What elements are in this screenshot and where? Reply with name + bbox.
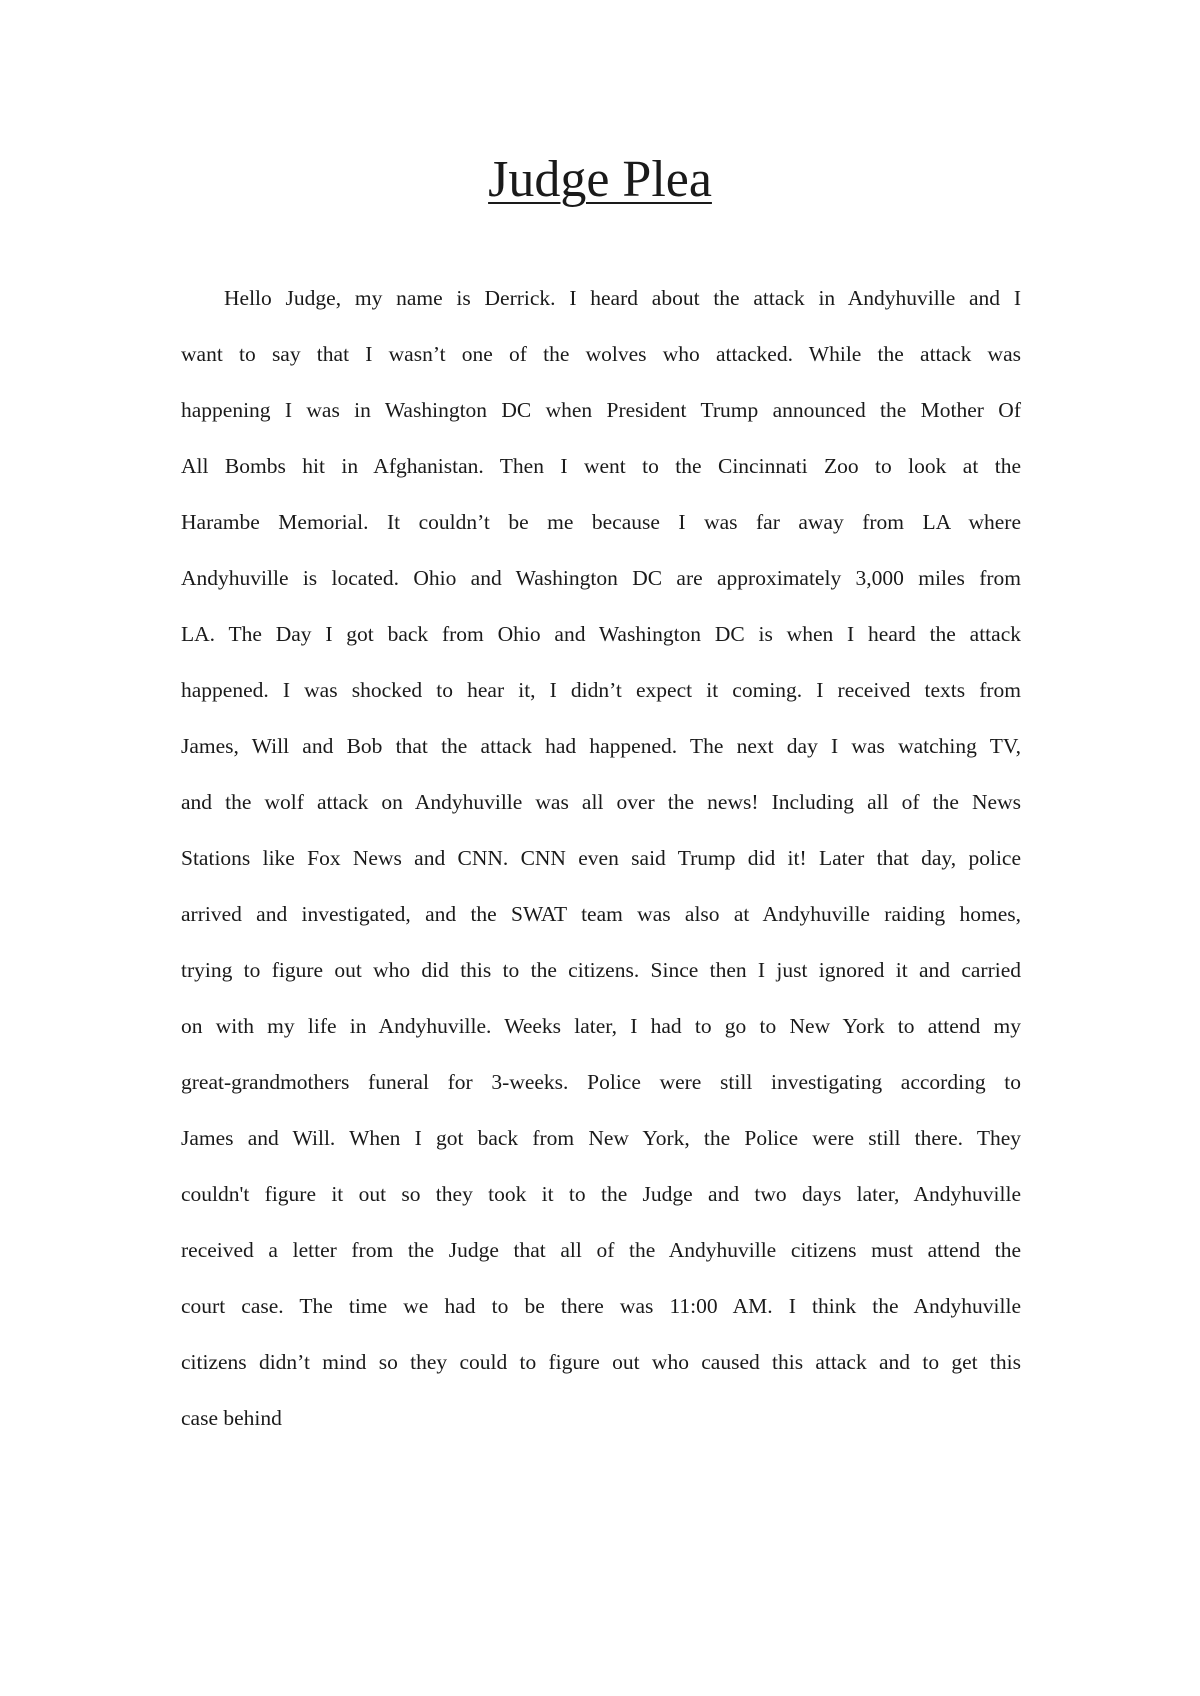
paragraph-line: case behind bbox=[181, 1406, 282, 1430]
paragraph-line: want to say that I wasn’t one of the wolves who attacked. While the attack was bbox=[181, 342, 1021, 366]
paragraph-line: couldn't figure it out so they took it to the Judge and two days later, Andyhuville bbox=[181, 1182, 1021, 1206]
body-paragraph bbox=[181, 270, 1021, 1446]
paragraph-line: great-grandmothers funeral for 3-weeks. Police were still investigating according to bbox=[181, 1070, 1021, 1094]
paragraph-line: James, Will and Bob that the attack had happened. The next day I was watching TV, bbox=[181, 734, 1021, 758]
paragraph-line: and the wolf attack on Andyhuville was all over the news! Including all of the News bbox=[181, 790, 1021, 814]
paragraph-line: happening I was in Washington DC when President Trump announced the Mother Of bbox=[181, 398, 1021, 422]
paragraph-line: arrived and investigated, and the SWAT team was also at Andyhuville raiding homes, bbox=[181, 902, 1021, 926]
paragraph-line: received a letter from the Judge that all of the Andyhuville citizens must attend the bbox=[181, 1238, 1021, 1262]
paragraph-line: trying to figure out who did this to the citizens. Since then I just ignored it and carried bbox=[181, 958, 1021, 982]
paragraph-line: Harambe Memorial. It couldn’t be me because I was far away from LA where bbox=[181, 510, 1021, 534]
paragraph-line: LA. The Day I got back from Ohio and Washington DC is when I heard the attack bbox=[181, 622, 1021, 646]
paragraph-line: Andyhuville is located. Ohio and Washington DC are approximately 3,000 miles from bbox=[181, 566, 1021, 590]
paragraph-line: citizens didn’t mind so they could to figure out who caused this attack and to get this bbox=[181, 1350, 1021, 1374]
paragraph-line: All Bombs hit in Afghanistan. Then I went to the Cincinnati Zoo to look at the bbox=[181, 454, 1021, 478]
paragraph-line: court case. The time we had to be there was 11:00 AM. I think the Andyhuville bbox=[181, 1294, 1021, 1318]
document-title: Judge Plea bbox=[488, 151, 712, 208]
paragraph-line: on with my life in Andyhuville. Weeks later, I had to go to New York to attend my bbox=[181, 1014, 1021, 1038]
paragraph-line: Stations like Fox News and CNN. CNN even said Trump did it! Later that day, police bbox=[181, 846, 1021, 870]
paragraph-line: happened. I was shocked to hear it, I didn’t expect it coming. I received texts from bbox=[181, 678, 1021, 702]
paragraph-line: Hello Judge, my name is Derrick. I heard about the attack in Andyhuville and I bbox=[224, 286, 1021, 310]
paragraph-line: James and Will. When I got back from New York, the Police were still there. They bbox=[181, 1126, 1021, 1150]
